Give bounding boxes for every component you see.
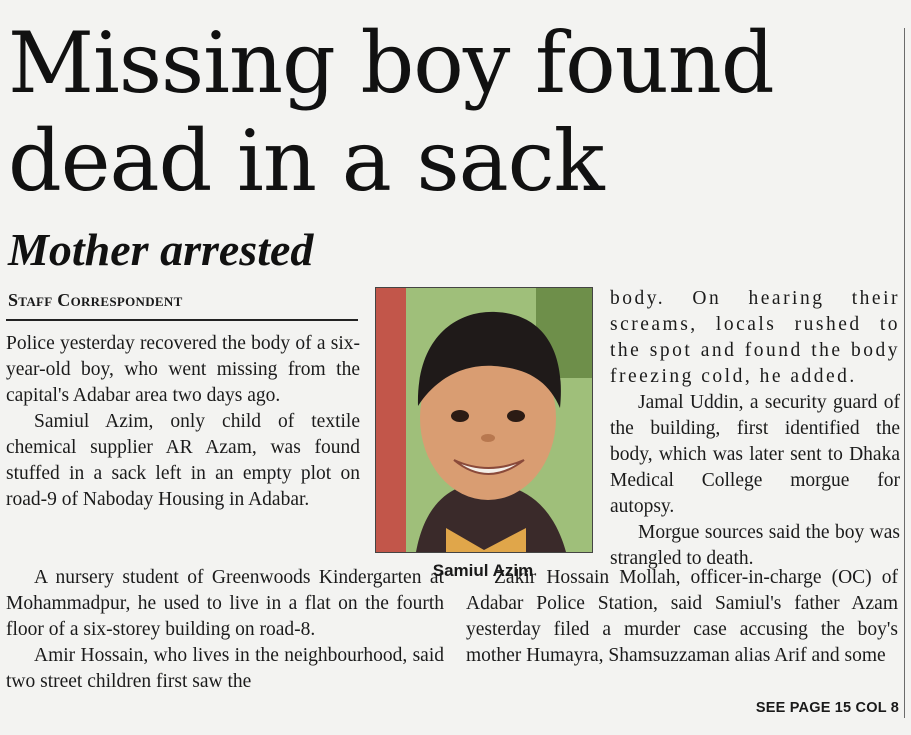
column-rule <box>904 28 905 718</box>
byline-divider <box>6 319 358 321</box>
subheadline: Mother arrested <box>8 224 314 275</box>
article-column-1 <box>6 331 360 513</box>
paragraph: Jamal Uddin, a security guard of the building, first identified the body, which was later sent to Dhaka Medical College morgue for autopsy. <box>610 392 900 517</box>
portrait-image <box>376 288 592 552</box>
paragraph: Police yesterday recovered the body of a six-year-old boy, who went missing from the capital's Adabar area two days ago. <box>6 333 360 406</box>
article-column-right <box>466 565 898 669</box>
paragraph: Zakir Hossain Mollah, officer-in-charge (OC) of Adabar Police Station, said Samiul's father Azam yesterday filed a murder case accusing the boy's mother Humayra, Shamsuzzaman alias Arif and some <box>466 567 898 666</box>
byline: Staff Correspondent <box>8 290 183 310</box>
headline: Missing boy found dead in a sack <box>8 14 774 210</box>
jump-line: SEE PAGE 15 COL 8 <box>755 700 899 716</box>
paragraph: Amir Hossain, who lives in the neighbourhood, said two street children first saw the <box>6 645 444 692</box>
paragraph: Samiul Azim, only child of textile chemical supplier AR Azam, was found stuffed in a sack left in an empty plot on road-9 of Naboday Housing in Adabar. <box>6 411 360 510</box>
paragraph: A nursery student of Greenwoods Kindergarten at Mohammadpur, he used to live in a flat on the fourth floor of a six-storey building on road-8. <box>6 567 444 640</box>
article-column-wide <box>6 565 444 695</box>
paragraph: body. On hearing their screams, locals rushed to the spot and found the body freezing cold, he added. <box>610 288 900 387</box>
paragraph: Morgue sources said the boy was strangled to death. <box>610 522 900 569</box>
boy-photo <box>375 287 593 553</box>
photo-caption: Samiul Azim <box>432 561 534 580</box>
article-column-3 <box>610 286 900 572</box>
